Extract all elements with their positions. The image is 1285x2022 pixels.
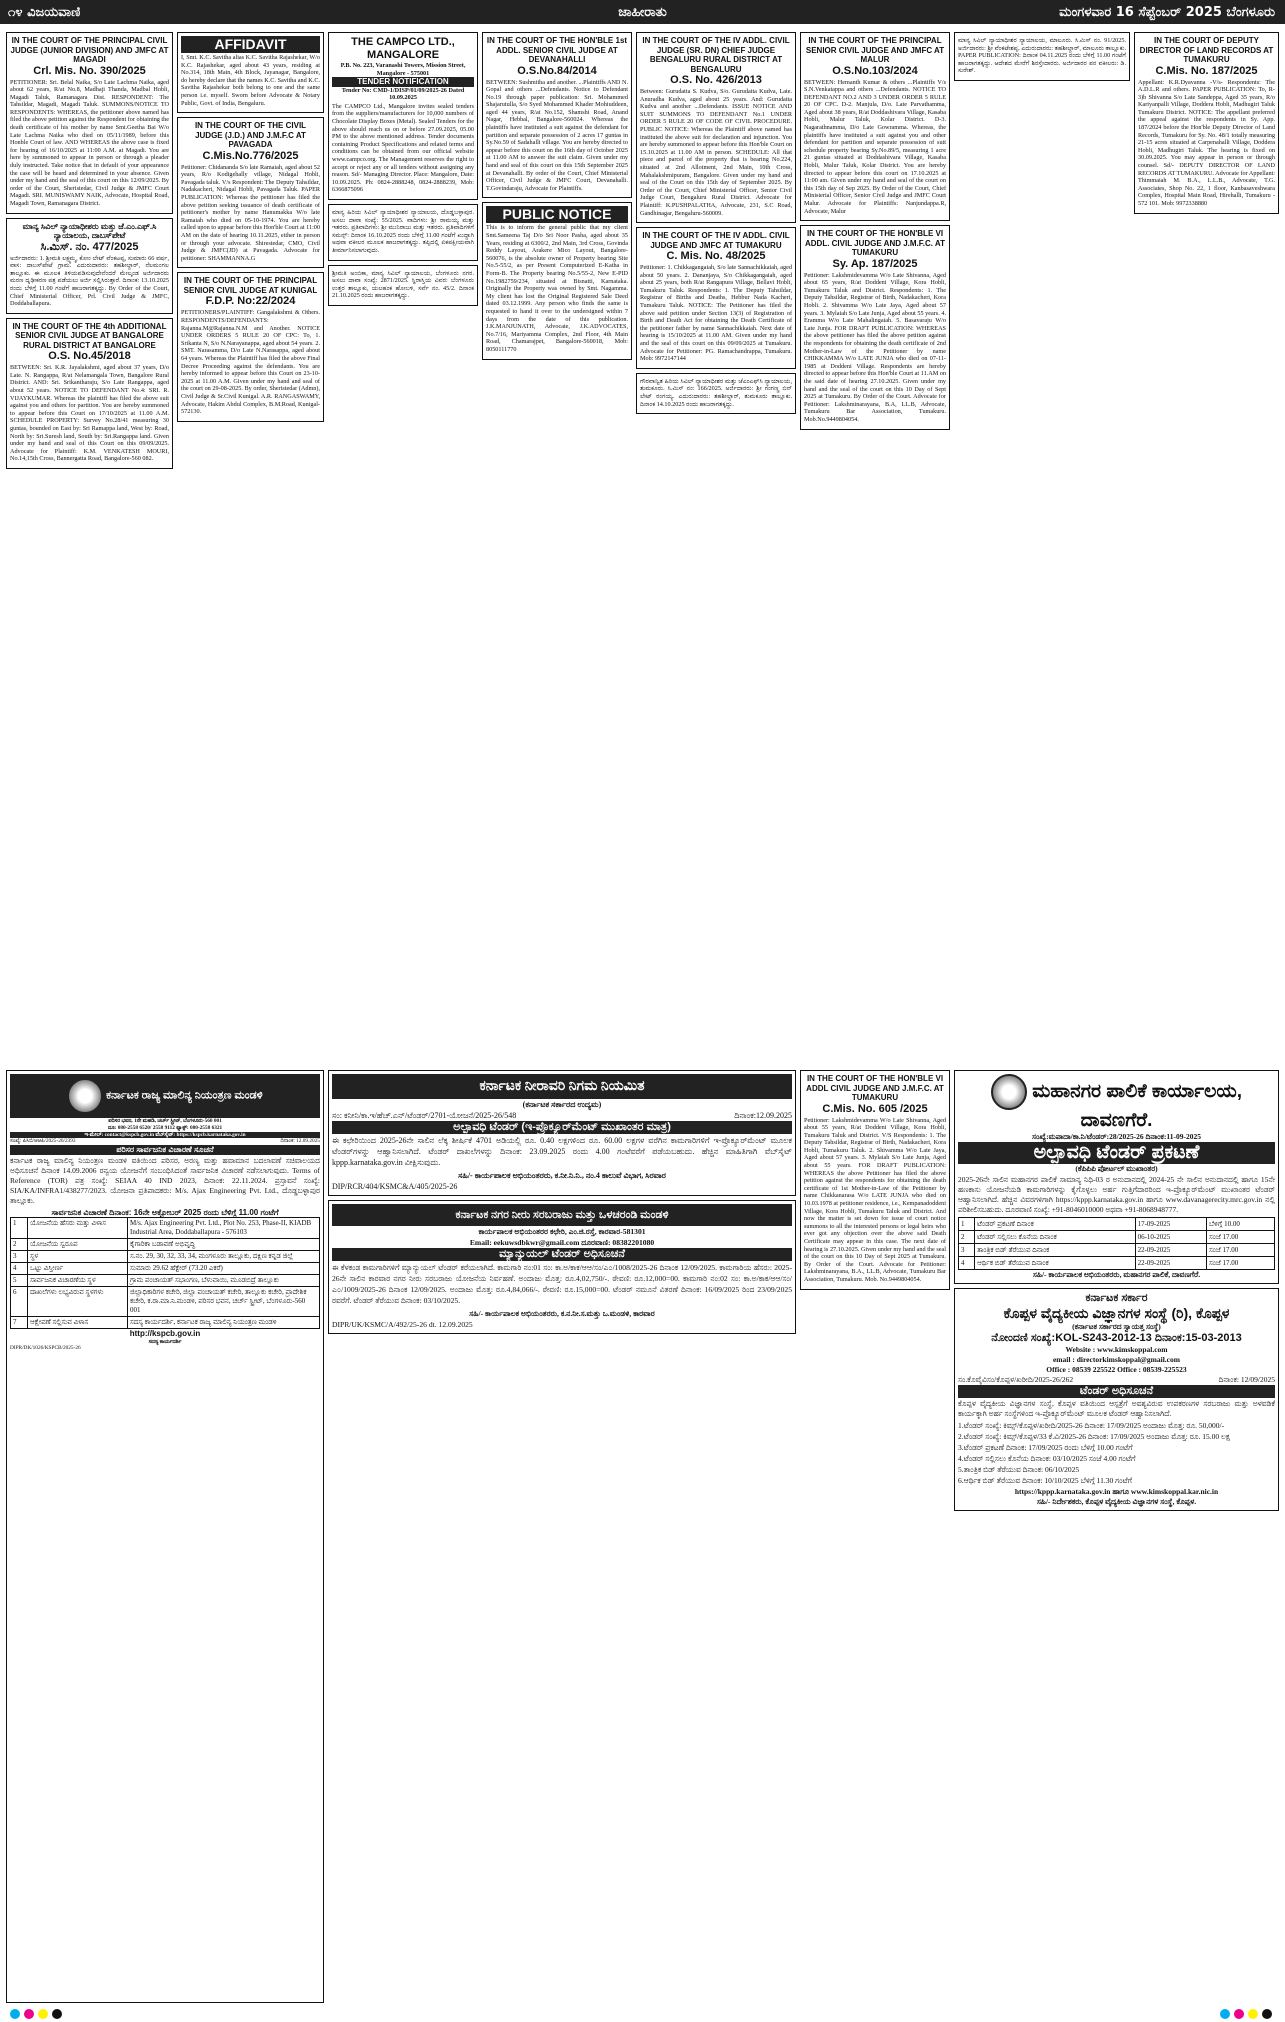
table-row [959, 1257, 1275, 1270]
column-2 [177, 32, 324, 1087]
table-cell: 2 [959, 1231, 975, 1244]
table-cell: ಬೆಳಿಗ್ಗೆ 10.00 [1207, 1218, 1275, 1231]
table-row [11, 1239, 320, 1251]
table-cell: ಸದಸ್ಯ ಕಾರ್ಯದರ್ಶಿ, ಕರ್ನಾಟಕ ರಾಜ್ಯ ಮಾಲಿನ್ಯ ನಿಯಂತ್ರಣ ಮಂಡಳಿ [128, 1317, 320, 1329]
kims-koppal-tender: ಕರ್ನಾಟಕ ಸರ್ಕಾರ ಕೊಪ್ಪಳ ವೈದ್ಯಕೀಯ ವಿಜ್ಞಾನಗಳ ಸಂಸ್ಥೆ (ರಿ), ಕೊಪ್ಪಳ (ಕರ್ನಾಟಕ ಸರ್ಕಾರದ ಸ್ವಾಯತ್ತ ಸಂಸ್ಥೆ) ನೋಂದಣಿ ಸಂಖ್ಯೆ:KOL-S243-2012-13 ದಿನಾಂಕ:15-03-2013 Website : www.kimskoppal.com email : directorkimskoppal@gmail.com Office : 08539 225522 Office : 08539-225523 ಸಂ.ಕೊವೈವಿಸಂ/ಕೊಪ್ಪಳ/ಖರೀದಿ/2025-26/262 ದಿನಾಂಕ: 12/09/2025 ಟೆಂಡರ್ ಅಧಿಸೂಚನೆ ಕೊಪ್ಪಳ ವೈದ್ಯಕೀಯ ವಿಜ್ಞಾನಗಳ ಸಂಸ್ಥೆ, ಕೊಪ್ಪಳ ವತಿಯಿಂದ ಆಸ್ಪತ್ರೆಗೆ ಅವಶ್ಯವಿರುವ ಉಪಕರಣಗಳ ಸರಬರಾಜು ಮತ್ತು ಅಳವಡಿಕೆ ಕಾರ್ಯಕ್ಕಾಗಿ ಅರ್ಹ ಸಂಸ್ಥೆಗಳಿಂದ ಇ-ಪ್ರೊಕ್ಯೂರ್‌ಮೆಂಟ್ ಮೂಲಕ ಟೆಂಡರ್ ಆಹ್ವಾನಿಸಲಾಗಿದೆ. 1.ಟೆಂಡರ್ ಸಂಖ್ಯೆ: ಕಿಮ್ಸ್/ಕೊಪ್ಪಳ/ಖರೀದಿ/2025-26 ದಿನಾಂಕ: 17/09/2025 ಅಂದಾಜು ಮೊತ್ತ: ರೂ. 50,000/- 2.ಟೆಂಡರ್ ಸಂಖ್ಯೆ: ಕಿಮ್ಸ್/ಕೊಪ್ಪಳ/33 ಕೆ.ವಿ/2025-26 ದಿನಾಂಕ: 17/09/2025 ಅಂದಾಜು ಮೊತ್ತ: ರೂ. 15.00 ಲಕ್ಷ 3.ಟೆಂಡರ್ ಪ್ರಕಟಣೆ ದಿನಾಂಕ: 17/09/2025 ರಂದು ಬೆಳಿಗ್ಗೆ 10.00 ಗಂಟೆಗೆ 4.ಟೆಂಡರ್ ಸಲ್ಲಿಸಲು ಕೊನೆಯ ದಿನಾಂಕ: 03/10/2025 ಸಂಜೆ 4.00 ಗಂಟೆಗೆ 5.ತಾಂತ್ರಿಕ ಬಿಡ್ ತೆರೆಯುವ ದಿನಾಂಕ: 06/10/2025 6.ಆರ್ಥಿಕ ಬಿಡ್ ತೆರೆಯುವ ದಿನಾಂಕ: 10/10/2025 ಬೆಳಿಗ್ಗೆ 11.30 ಗಂಟೆಗೆ https://kppp.karnataka.gov.in ಹಾಗೂ www.kimskoppal.kar.nic.in ಸಹಿ/- ನಿರ್ದೇಶಕರು, ಕೊಪ್ಪಳ ವೈದ್ಯಕೀಯ ವಿಜ್ಞಾನಗಳ ಸಂಸ್ಥೆ, ಕೊಪ್ಪಳ. [954, 1288, 1279, 1511]
list-item: 5.ತಾಂತ್ರಿಕ ಬಿಡ್ ತೆರೆಯುವ ದಿನಾಂಕ: 06/10/2025 [958, 1465, 1080, 1474]
court-notice-dabaspete: ಮಾನ್ಯ ಸಿವಿಲ್ ನ್ಯಾಯಾಧೀಶರು ಮತ್ತು ಜೆ.ಎಂ.ಎಫ್.ಸಿ ನ್ಯಾಯಾಲಯ, ದಾಬಸ್‌ಪೇಟೆ ಸಿ.ಮಿಸ್. ನಂ. 477/2025 ಅರ್ಜಿದಾರರು: 1. ಶ್ರೀಮತಿ ಲಕ್ಷ್ಮಮ್ಮ, ಕೋಂ ಲೇಟ್ ವೆಂಕಟಪ್ಪ, ಸುಮಾರು 66 ವರ್ಷ, ವಾಸ: ದಾಬಸ್‌ಪೇಟೆ ಗ್ರಾಮ. ಎದುರುದಾರರು: ತಹಶೀಲ್ದಾರ್, ನೆಲಮಂಗಲ ತಾಲ್ಲೂಕು. ಈ ಮೂಲಕ ತಿಳಿಯಪಡಿಸುವುದೇನೆಂದರೆ ಮೇಲ್ಕಂಡ ಅರ್ಜಿದಾರರು ಮರಣ ದೃಢೀಕರಣ ಪತ್ರ ಪಡೆಯಲು ಅರ್ಜಿ ಸಲ್ಲಿಸಿರುತ್ತಾರೆ. ದಿನಾಂಕ: 13.10.2025 ರಂದು ಬೆಳಿಗ್ಗೆ 11.00 ಗಂಟೆಗೆ ಹಾಜರಾಗತಕ್ಕದ್ದು. By Order of the Court, Chief Ministerial Officer, Prl. Civil Judge & JMFC, Doddaballapura. [6, 218, 173, 314]
table-cell: ಆಕ್ಷೇಪಣೆ ಸಲ್ಲಿಸುವ ವಿಳಾಸ [28, 1317, 128, 1329]
table-row [11, 1275, 320, 1287]
court-notice-magadi: IN THE COURT OF THE PRINCIPAL CIVIL JUDGE (JUNIOR DIVISION) AND JMFC AT MAGADI Crl. Mis. No. 390/2025 PETITIONER: Sri. Belal Naika, S/o Late Lachma Naika, aged about 62 years, R/at No.8, Madhaji Thanda, Madbal Hobli, Magadi Taluk, Ramanagara Dist. RESPONDENT: The Tahsildar, Magadi, Magadi Taluk. SUMMONS/NOTICE TO RESPONDENTS: WHEREAS, the petitioner above named has filed the above petition against the Respondent for obtaining the death certificate of his mother by name Smt.Geetha Bai W/o Late Lachma Naika who died on 05/11/1989, before this Honble Court of law. AND WHEREAS the above case is fixed for hearing of 16/10/2025 at 11:00 A.M. at Magadi. You are here by summoned to appear in person or through a pleader duly instructed. Take notice that in default of your appearance the case will be heard and determined in your absence. Given under my hand and the seal of this court on this 12/09/2025. By order of the Court, Sheristedar, Civil Judge & JMFC Court Magadi. SRI. MUNISWAMY NAIK, Advocate, Hospital Road, Magadi Town, Ramanagara District. [6, 32, 173, 214]
campco-tender: THE CAMPCO LTD., MANGALORE P.B. No. 223, Varanashi Towers, Mission Street, Mangalore - 575001 TENDER NOTIFICATION Tender No: CMD-1/DISP/01/09/2025-26 Dated 10.09.2025 The CAMPCO Ltd., Mangalore invites sealed tenders from the suppliers/manufacturers for 10,000 numbers of Chocolate Display Boxes (Metal). Sealed Tenders for the above should reach us on or before 27.09.2025, 05.00 PM to the above mentioned address. Tender documents containing Product Specifications and related terms and conditions can be obtained from our official website www.campco.org. The Management reserves the right to accept or reject any or all tenders without assigning any reason. Sd/- Managing Director. Place: Mangalore, Date: 10.09.2025. Ph: 0824-2888248, 0824-2888239, Mob: 6366875096 [328, 32, 478, 200]
table-cell: 17-09-2025 [1135, 1218, 1206, 1231]
table-cell: ಯೋಜನೆಯ ಹೆಸರು ಮತ್ತು ವಿಳಾಸ [28, 1218, 128, 1239]
black-mark [1262, 2009, 1272, 2019]
davanagere-tender: ಮಹಾನಗರ ಪಾಲಿಕೆ ಕಾರ್ಯಾಲಯ, ದಾವಣಗೆರೆ. ಸಂಖ್ಯೆ:ಮಪಾದಾ/ಕಾ.ನಿ/ಟೆಂಡರ್:28/2025-26 ದಿನಾಂಕ:11-09-2025 ಅಲ್ಪಾವಧಿ ಟೆಂಡರ್ ಪ್ರಕಟಣೆ (ಕೆಪಿಪಿಪಿ ಪೋರ್ಟಲ್ ಮುಖಾಂತರ) 2025-26ನೇ ಸಾಲಿನ ಮಹಾನಗರ ಪಾಲಿಕೆ ಸಾಮಾನ್ಯ ನಿಧಿ-03 ರ ಅನುದಾನದಲ್ಲಿ 2024-25 ನೇ ಸಾಲಿನ ಅನುದಾನದಲ್ಲಿ ಹಾಗೂ 15ನೇ ಹಣಕಾಸು ಯೋಜನೆಯಡಿ ಕಾಮಗಾರಿಗಳನ್ನು ಕೈಗೊಳ್ಳಲು ಅರ್ಹ ಗುತ್ತಿಗೆದಾರರಿಂದ ಇ-ಪ್ರೊಕ್ಯೂರ್‌ಮೆಂಟ್ ಮುಖಾಂತರ ಟೆಂಡರ್ ಆಹ್ವಾನಿಸಲಾಗಿದೆ. ಹೆಚ್ಚಿನ ವಿವರಗಳಿಗಾಗಿ https://kppp.karnataka.gov.in ಹಾಗೂ www.davanagerecity.mrc.gov.in ನಲ್ಲಿ ಪರಿಶೀಲಿಸಬಹುದು. ದೂರವಾಣಿ ಸಂಖ್ಯೆ: +91-8046010000 ಅಥವಾ +91-8068948777. 1 ಟೆಂಡರ್ ಪ್ರಕಟಣೆ ದಿನಾಂಕ 17-09-2025 ಬೆಳಿಗ್ಗೆ 10.00 2 ಟೆಂಡರ್ ಸಲ್ಲಿಸಲು ಕೊನೆಯ ದಿನಾಂಕ 06-10-2025 ಸಂಜೆ 17.00 3 ತಾಂತ್ರಿಕ ಬಿಡ್ ತೆರೆಯುವ ದಿನಾಂಕ 22-09-2025 ಸಂಜೆ 17.00 4 ಆರ್ಥಿಕ ಬಿಡ್ ತೆರೆಯುವ ದಿನಾಂಕ 22-09-2025 ಸಂಜೆ 17.00 ಸಹಿ/- ಕಾರ್ಯಪಾಲಕ ಅಭಿಯಂತರರು, ಮಹಾನಗರ ಪಾಲಿಕೆ, ದಾವಣಗೆರೆ. [954, 1070, 1279, 1284]
table-cell: M/s. Ajax Engineering Pvt. Ltd., Plot No. 253, Phase-II, KIADB Industrial Area, Doddaballapura - 576103 [128, 1218, 320, 1239]
list-item: 4.ಟೆಂಡರ್ ಸಲ್ಲಿಸಲು ಕೊನೆಯ ದಿನಾಂಕ: 03/10/2025 ಸಂಜೆ 4.00 ಗಂಟೆಗೆ [958, 1454, 1136, 1463]
table-cell: ಸ.ನಂ. 29, 30, 32, 33, 34, ಮಂಗಳೂರು ತಾಲ್ಲೂಕು, ದಕ್ಷಿಣ ಕನ್ನಡ ಜಿಲ್ಲೆ [128, 1251, 320, 1263]
table-row [959, 1231, 1275, 1244]
column-4 [482, 32, 632, 1087]
kspcb-notice: ಕರ್ನಾಟಕ ರಾಜ್ಯ ಮಾಲಿನ್ಯ ನಿಯಂತ್ರಣ ಮಂಡಳಿ ಪರಿಸರ ಭವನ, 1ನೇ ಮಹಡಿ, ಚರ್ಚ್ ಸ್ಟ್ರೀಟ್, ಬೆಂಗಳೂರು-560 001 ದೂ: 080-2558 6520/ 2558 9112 ಫ್ಯಾಕ್ಸ್: 080-2558 6321 ಇ-ಮೇಲ್: contact@kspcb.gov.in ವೆಬ್‌ಸೈಟ್: https://kspcb.karnataka.gov.in ಸಂಖ್ಯೆ: ಪಿಸಿಬಿ/ಆಆಪಿ/2025-26/2393 ದಿನಾಂಕ: 12.09.2025 ಪರಿಸರ ಸಾರ್ವಜನಿಕ ವಿಚಾರಣೆ ಸೂಚನೆ ಕರ್ನಾಟಕ ರಾಜ್ಯ ಮಾಲಿನ್ಯ ನಿಯಂತ್ರಣ ಮಂಡಳಿ ವತಿಯಿಂದ ಪರಿಸರ, ಅರಣ್ಯ ಮತ್ತು ಹವಾಮಾನ ಬದಲಾವಣೆ ಸಚಿವಾಲಯದ ಅಧಿಸೂಚನೆ ದಿನಾಂಕ 14.09.2006 ರನ್ವಯ ಯೋಜನೆಗೆ ಸಂಬಂಧಿಸಿದಂತೆ ಸಾರ್ವಜನಿಕ ವಿಚಾರಣೆ ನಡೆಸಲಾಗುವುದು. Terms of Reference (TOR) ಪತ್ರ ಸಂಖ್ಯೆ: SEIAA 40 IND 2023, ದಿನಾಂಕ: 22.11.2024. ಪ್ರಸ್ತಾವನೆ ಸಂಖ್ಯೆ: SIA/KA/INFRA1/438277/2023. ಯೋಜನಾ ಪ್ರತಿಪಾದಕರು: M/s. Ajax Engineering Pvt. Ltd., ದೊಡ್ಡಬಳ್ಳಾಪುರ ತಾಲ್ಲೂಕು. ಸಾರ್ವಜನಿಕ ವಿಚಾರಣೆ ದಿನಾಂಕ: 16ನೇ ಅಕ್ಟೋಬರ್ 2025 ರಂದು ಬೆಳಿಗ್ಗೆ 11.00 ಗಂಟೆಗೆ 1 ಯೋಜನೆಯ ಹೆಸರು ಮತ್ತು ವಿಳಾಸ M/s. Ajax Engineering Pvt. Ltd., Plot No. 253, Phase-II, KIADB Industrial Area, Doddaballapura - 576103 2 ಯೋಜನೆಯ ಸ್ವರೂಪ ಕೈಗಾರಿಕಾ ಬಡಾವಣೆ ಅಭಿವೃದ್ಧಿ 3 ಸ್ಥಳ ಸ.ನಂ. 29, 30, 32, 33, 34, ಮಂಗಳೂರು ತಾಲ್ಲೂಕು, ದಕ್ಷಿಣ ಕನ್ನಡ ಜಿಲ್ಲೆ 4 ಒಟ್ಟು ವಿಸ್ತೀರ್ಣ ಸುಮಾರು 29.62 ಹೆಕ್ಟೇರ್ (73.20 ಎಕರೆ) 5 ಸಾರ್ವಜನಿಕ ವಿಚಾರಣೆಯ ಸ್ಥಳ ಗ್ರಾಮ ಪಂಚಾಯತ್ ಸಭಾಂಗಣ, ಬೆಳುವಾಯಿ, ಮೂಡಬಿದ್ರೆ ತಾಲ್ಲೂಕು 6 ದಾಖಲೆಗಳು ಲಭ್ಯವಿರುವ ಸ್ಥಳಗಳು ಜಿಲ್ಲಾಧಿಕಾರಿಗಳ ಕಚೇರಿ, ಜಿಲ್ಲಾ ಪಂಚಾಯತ್ ಕಚೇರಿ, ತಾಲ್ಲೂಕು ಕಚೇರಿ, ಪ್ರಾದೇಶಿಕ ಕಚೇರಿ, ಕ.ರಾ.ಮಾ.ನಿ.ಮಂಡಳಿ, ಪರಿಸರ ಭವನ, ಚರ್ಚ್ ಸ್ಟ್ರೀಟ್, ಬೆಂಗಳೂರು-560 001 7 ಆಕ್ಷೇಪಣೆ ಸಲ್ಲಿಸುವ ವಿಳಾಸ ಸದಸ್ಯ ಕಾರ್ಯದರ್ಶಿ, ಕರ್ನಾಟಕ ರಾಜ್ಯ ಮಾಲಿನ್ಯ ನಿಯಂತ್ರಣ ಮಂಡಳಿ http://kspcb.gov.in ಸದಸ್ಯ ಕಾರ್ಯದರ್ಶಿ DIPR/DK/1026/KSPCB/2025-26 [6, 1070, 324, 2005]
table-cell: ಸಂಜೆ 17.00 [1207, 1244, 1275, 1257]
list-item: 3.ಟೆಂಡರ್ ಪ್ರಕಟಣೆ ದಿನಾಂಕ: 17/09/2025 ರಂದು ಬೆಳಿಗ್ಗೆ 10.00 ಗಂಟೆಗೆ [958, 1443, 1133, 1452]
table-cell: ಸಂಜೆ 17.00 [1207, 1231, 1275, 1244]
table-cell: 3 [959, 1244, 975, 1257]
court-notice-kunigal: IN THE COURT OF THE PRINCIPAL SENIOR CIVIL JUDGE AT KUNIGAL F.D.P. No:22/2024 PETITIONERS/PLAINTIFF: Gangalakshmi & Others. RESPONDENTS/DEFENDANTS: Rajanna.M@Rajanna.N.M and Another. NOTICE UNDER ORDERS 5 RULE 20 OF CPC: To, 1. Srikanta N, S/o N.Narayanappa, aged about 54 years. 2. SMT. Narasamma, D/o Late N.Narasappa, aged about 64 years. Whereas the Plaintiff has filed the above Final Decree Proceeding against the defendants. You are hereby informed to appear before this Court on 23-10-2025 at 11.00 A.M. Given under my hand and seal of the court on 29-08-2025. By order, Sheristedar (Admn), Civil Judge & Sr.Civil Kunigal. A.R. RANGASWAMY, Advocate, Hakim Abdul Complex, B.M.Road, Kunigal-572130. [177, 272, 324, 421]
table-row [11, 1317, 320, 1329]
table-cell: 06-10-2025 [1135, 1231, 1206, 1244]
issue-date: ಮಂಗಳವಾರ 16 ಸೆಪ್ಟೆಂಬರ್ 2025 ಬೆಂಗಳೂರು [1059, 4, 1275, 20]
column-5 [636, 32, 796, 1087]
table-cell: 22-09-2025 [1135, 1257, 1206, 1270]
corp-tender-table [958, 1217, 1275, 1270]
court-notice-bengaluru: IN THE COURT OF THE IV ADDL. CIVIL JUDGE (SR. DN) CHIEF JUDGE BENGALURU RURAL DISTRICT AT BENGALURU O.S. No. 426/2013 Between: Gurudatta S. Kudva, S/o. Gurudatta Kudva, Late. Anuradha Kudva, aged about 25 years. And: Gurudatta Kudva and another ...Defendants. ISSUE NOTICE AND SUIT SUMMONS TO DEFENDANT No.1 UNDER ORDER 5 RULE 20 OF CODE OF CIVIL PROCEDURE. PUBLIC NOTICE: Whereas the Plaintiff above named has instituted the above suit for declaration and injunction. You are hereby summoned to appear before this Hon'ble Court on 15.10.2025 at 11.00 AM in person. SCHEDULE: All that piece and parcel of the property that is bearing No.224, situated at 2nd Allotment, 2nd Main, 10th Cross, Mahalakshmipuram, Bangalore. Given under my hand and seal of the Court on this 15th day of September 2025. By Order of the Court, Chief Ministerial Officer, Senior Civil Judge Court, Bengaluru Rural District. Advocate for Plaintiff: K.PUSHPALATHA, Advocate, 231, S.C Road, Gandhinagar, Bengaluru-560009. [636, 32, 796, 223]
affidavit: AFFIDAVIT I, Smt. K.C. Savitha alias K.C. Savitha Rajashekar, W/o K.C. Rajashekar, aged about 43 years, residing at No.314, 18th Main, 4th Block, Jayanagar, Bangalore, do hereby declare that the names K.C. Savitha and K.C. Savitha Rajashekar both belong to one and the same person i.e. myself. Sworn before Advocate & Notary Public, Govt. of India, Bengaluru. [177, 32, 324, 113]
table-row [11, 1218, 320, 1239]
table-row [959, 1218, 1275, 1231]
list-item: 2.ಟೆಂಡರ್ ಸಂಖ್ಯೆ: ಕಿಮ್ಸ್/ಕೊಪ್ಪಳ/33 ಕೆ.ವಿ/2025-26 ದಿನಾಂಕ: 17/09/2025 ಅಂದಾಜು ಮೊತ್ತ: ರೂ. 15.00 ಲಕ್ಷ [958, 1432, 1230, 1441]
column-7 [954, 32, 1130, 1087]
table-row [11, 1263, 320, 1275]
public-notice: PUBLIC NOTICE This is to inform the general public that my client Smt.Sameena Taj D/o Sri Noor Pasha, aged about 35 Years, residing at 6300/2, 2nd Main, 3rd Cross, Govinda Reddy Layout, Arakere Mico Layout, Bangalore-560076, is the absolute owner of Property bearing Site No.5-55/2, as per Present Computerized E-Katha in Form-B. The Property bearing No.5/55-2, New E-PID No.1982759/234, situated at Bisnatti, Karnataka. Originally the Property was owned by Smt. Nagamma. My client has lost the Original Registered Sale Deed dated 03.12.1999. Any person who finds the same is requested to hand it over to the undersigned within 7 days from the date of this publication. J.K.MANJUNATH, Advocate, J.K.ADVOCATES, No.7/16, Mariyamma Complex, 2nd Floor, 4th Main Road, Chamarajpet, Bangalore-560018, Mob: 8050111770 [482, 202, 632, 359]
table-cell: ಟೆಂಡರ್ ಸಲ್ಲಿಸಲು ಕೊನೆಯ ದಿನಾಂಕ [975, 1231, 1135, 1244]
table-cell: 22-09-2025 [1135, 1244, 1206, 1257]
table-row [959, 1244, 1275, 1257]
table-cell: 1 [959, 1218, 975, 1231]
magenta-mark [24, 2009, 34, 2019]
table-cell: 3 [11, 1251, 28, 1263]
water-board-tender: ಕರ್ನಾಟಕ ನಗರ ನೀರು ಸರಬರಾಜು ಮತ್ತು ಒಳಚರಂಡಿ ಮಂಡಳಿ ಕಾರ್ಯಪಾಲಕ ಅಭಿಯಂತರರ ಕಛೇರಿ, ಎಂ.ಜಿ.ರಸ್ತೆ, ಕಾರವಾರ-581301 Email: eekuwsdbkwr@gmail.com ದೂರವಾಣಿ: 08382201080 ಮ್ಯಾನ್ಯುಯಲ್ ಟೆಂಡರ್ ಅಧಿಸೂಚನೆ ಈ ಕೆಳಕಂಡ ಕಾಮಗಾರಿಗಳಿಗೆ ಮ್ಯಾನ್ಯುಯಲ್ ಟೆಂಡರ್ ಕರೆಯಲಾಗಿದೆ. ಕಾಮಗಾರಿ ನಂ:01 ಸಂ: ಕಾ.ಅ/ಕಾಕ/ಆಆ/ಸಂ/ಎ೦/1008/2025-26 ದಿನಾಂಕ 12/09/2025. ಕಾಮಗಾರಿಯ ಹೆಸರು: 2025-26ನೇ ಸಾಲಿನ ಕಾರವಾರ ನಗರ ನೀರು ಸರಬರಾಜು ಯೋಜನೆಯ ನಿರ್ವಹಣೆ. ಅಂದಾಜು ಮೊತ್ತ: ರೂ.4,02,750/-. ಠೇವಣಿ: ರೂ.12,000=00. ಕಾಮಗಾರಿ ನಂ:02 ಸಂ: ಕಾ.ಅ/ಕಾಕ/ಆಆ/ಸಂ/ಎ೦/1009/2025-26 ದಿನಾಂಕ 12/09/2025. ಅಂದಾಜು ಮೊತ್ತ: ರೂ.4,84,066/-. ಠೇವಣಿ: ರೂ.15,000=00. ಟೆಂಡರ್ ನಮೂನೆ ವಿತರಣೆ ದಿನಾಂಕ: 16/09/2025 ರಿಂದ 23/09/2025 ರವರೆಗೆ. ಟೆಂಡರ್ ತೆರೆಯುವ ದಿನಾಂಕ: 03/10/2025. ಸಹಿ/- ಕಾರ್ಯಪಾಲಕ ಅಭಿಯಂತರರು, ಕ.ನ.ನೀ.ಸ.ಮತ್ತು ಒ.ಮಂಡಳಿ, ಕಾರವಾರ DIPR/UK/KSMC/A/492/25-26 dt. 12.09.2025 [328, 1200, 796, 1334]
yellow-mark [1248, 2009, 1258, 2019]
court-notice-tumakuru-605: IN THE COURT OF THE HON'BLE VI ADDL CIVIL JUDGE AND J.M.F.C. AT TUMAKURU C.Mis. No. 605 /2025 Petitioner: Lakshmidevamma W/o Late Shivanna, Aged about 55 years, R/at Doddeni Village, Kora Hobli, Tumakuru Taluk and District. V/S Respondents: 1. The Deputy Tahsildar, Registrar of Birth, Nadakacheri, Kora Hobli, Tumakuru Taluk. 2. Shivamma W/o Late Jaya, Aged about 57 years. 3. Mylaiah S/o Late Junja, Aged about 55 years. FOR DRAFT PUBLICATION: WHEREAS the above Petitioner has filed the above petition against the respondents for obtaining the death certificate of 1st Mother-in-Law of the Petitioner by name Chikkanarasa W/o LATE JUNJA who died on 10.03.1978 at petitioner residence, i.e., Kempanadoddeni Village, Kora Hobli, Tumakuru Taluk and District. And now the matter is set down for issue of court notice summons to all the interested persons or legal heirs who ever got any objection over the above said Death Certificate may appear in this case. The next date of hearing is 27.10.2025. Given under my hand and the seal of the court on this 10 Day of Sept 2025 at Tumakuru. By Order of the Court. Advocate for Petitioner: Lakshminarayana, B.A., LL.B, Advocate, Tumakuru Bar Association, Tumakuru. Mob. No.9449804054. [800, 1070, 950, 2005]
affidavit-title: AFFIDAVIT [181, 36, 320, 53]
kspcb-website-link[interactable]: http://kspcb.gov.in [129, 1329, 201, 1339]
table-row [11, 1251, 320, 1263]
court-notice-devanahalli: IN THE COURT OF THE HON'BLE 1st ADDL. SENIOR CIVIL JUDGE AT DEVANAHALLI O.S.No.84/2014 BETWEEN: Sushmitha and another. ...Plaintiffs AND N. Gopal and others ...Defendants. Notice to Defendant No.19 through paper publication: Sri. Mohammed Shajarutulla, S/o Syed Mohammed Khader Mohiuddeen, aged 44 years, R/at No.152, Shamshi Road, Anand Nagar, Hebbal, Bangalore-560024. Whereas the plaintiffs have instituted a suit against the defendant for partition and separate possession of 2 acres 17 guntas in Sy.No.59 of Sadahalli village. You are hereby directed to appear before this court on the 16th day of October 2025 at 11.00 AM to answer the suit claim. Given under my hand and seal of this court on this 15th September 2025 at Devanahalli. By order of the Court, Chief Ministerial Officer, Civil Judge & JMFC Court, Devanahalli. T.Govindaraju, Advocate for Plaintiffs. [482, 32, 632, 198]
list-item: 6.ಆರ್ಥಿಕ ಬಿಡ್ ತೆರೆಯುವ ದಿನಾಂಕ: 10/10/2025 ಬೆಳಿಗ್ಗೆ 11.30 ಗಂಟೆಗೆ [958, 1476, 1133, 1485]
kspcb-banner: ಕರ್ನಾಟಕ ರಾಜ್ಯ ಮಾಲಿನ್ಯ ನಿಯಂತ್ರಣ ಮಂಡಳಿ [10, 1074, 320, 1118]
table-cell: 5 [11, 1275, 28, 1287]
yellow-mark [38, 2009, 48, 2019]
table-row [11, 1287, 320, 1317]
table-cell: ಕೈಗಾರಿಕಾ ಬಡಾವಣೆ ಅಭಿವೃದ್ಧಿ [128, 1239, 320, 1251]
table-cell: ಯೋಜನೆಯ ಸ್ವರೂಪ [28, 1239, 128, 1251]
table-cell: ಸಂಜೆ 17.00 [1207, 1257, 1275, 1270]
tender-portal-link[interactable]: https://kppp.karnataka.gov.in ಹಾಗೂ www.kimskoppal.kar.nic.in [1014, 1487, 1219, 1496]
court-notice-pavagada: IN THE COURT OF THE CIVIL JUDGE (J.D.) AND J.M.F.C AT PAVAGADA C.Mis.No.776/2025 Petitioner: Chidananda S/o late Ramaiah, aged about 52 years, R/o Kodigehally village, Nidagal Hobli, Pavagada taluk. V/s Respondent: The Deputy Tahsildar, Nadakacheri, Nidagal Hobli, Pavagada Taluk. PAPER PUBLICATION: Whereas the petitioner has filed the above petition seeking issuance of death certificate of petitioner's mother by name Hanumakka W/o late Ramaiah who died on 05-10-1974. You are hereby called upon to appear before this Hon'ble Court at 11:00 AM on the date of hearing 10.11.2025, either in person or through your advocate. Shirestedar, CMO, Civil Judge & JMFC(JD) at Pavagada. Advocate for petitioner: SHAMMANNA.G [177, 117, 324, 268]
kannada-notice-tumakuru: ಗೌರವಾನ್ವಿತ ಹಿರಿಯ ಸಿವಿಲ್ ನ್ಯಾಯಾಧೀಶರ ಮತ್ತು ಜೆಎಂಎಫ್‌ಸಿ ನ್ಯಾಯಾಲಯ, ತುಮಕೂರು. ಸಿ.ಮಿಸ್ ನಂ: 166/2025. ಅರ್ಜಿದಾರರು: ಶ್ರೀ ಗಂಗಣ್ಣ ಬಿನ್ ಲೇಟ್ ರಂಗಯ್ಯ. ಎದುರುದಾರರು: ತಹಶೀಲ್ದಾರ್, ತುಮಕೂರು ತಾಲ್ಲೂಕು. ದಿನಾಂಕ 14.10.2025 ರಂದು ಹಾಜರಾಗತಕ್ಕದ್ದು. [636, 373, 796, 414]
table-cell: ಸಾರ್ವಜನಿಕ ವಿಚಾರಣೆಯ ಸ್ಥಳ [28, 1275, 128, 1287]
table-cell: 2 [11, 1239, 28, 1251]
court-notice-tumakuru: IN THE COURT OF THE IV ADDL. CIVIL JUDGE AND JMFC AT TUMAKURU C. Mis. No. 48/2025 Petitioner: 1. Chikkagangaiah, S/o late Sannachikkaiah, aged about 50 years. 2. Dananjaya, S/o Chikkagangaiah, aged about 25 years, both R/at Rangapura Village, Bellavi Hobli, Tumakuru Taluk. Respondents: 1. The Deputy Tahsildar, Registrar of Births and Deaths, Hebbur Nada Kacheri, Tumakuru Taluk. NOTICE: The Petitioner has filed the above said petition under Section 13(3) of Registration of Birth and Death Act for obtaining the Death Certificate of the petitioner father by name Sannachikkaiah. Next date of hearing is 15/10/2025 at 11.00 AM. Given under my hand and the seal of this court on this 09/09/2025 at Tumakuru. Advocate for Petitioner: PG. Ramachandrappa, Tumakuru. Mob: 9972147144 [636, 227, 796, 369]
page-header [0, 0, 1285, 24]
table-cell: ಒಟ್ಟು ವಿಸ್ತೀರ್ಣ [28, 1263, 128, 1275]
kspcb-logo [67, 1078, 103, 1114]
page-number: ೧೪ ವಿಜಯವಾಣಿ [8, 4, 81, 20]
cyan-mark [1220, 2009, 1230, 2019]
bottom-middle [328, 1070, 796, 2005]
table-cell: 4 [11, 1263, 28, 1275]
table-cell: 1 [11, 1218, 28, 1239]
magenta-mark [1234, 2009, 1244, 2019]
land-records-notice: IN THE COURT OF DEPUTY DIRECTOR OF LAND RECORDS AT TUMAKURU C.Mis. No. 187/2025 Appellant: K.R.Dyavanna -V/s- Respondents: The A.D.L.R and others. PAPER PUBLICATION: To, R-3)b Shivanna S/o Late Sandeppa, Aged 35 years, R/o Kariyanpalli Village, Doddera Hobli, Madhugiri Taluk Tumakuru District. NOTICE: The appellant preferred the appeal against the respondents in Sy. App. 187/2024 before the Hon'ble Deputy Director of Land Records, Tumakuru for Sy. No. 48/1 totally measuring 21-15 acres situated at Carpenahalli Village, Doddera Hobli, Madhugiri Taluk. The hearing is fixed on 30.09.2025. You may appear in person or through counsel. Sd/- DEPUTY DIRECTOR OF LAND RECORDS AT TUMAKURU. Advocate for Appellant: Thimmaiah M. B.A., L.L.B., Advocate, T.G. Associates, Shop No. 22, 1 floor, Kanbasaveshwara Complex, Hospital Main Road, Hirehalli, Tumakuru - 572 101. Mob: 9972338880 [1134, 32, 1279, 214]
table-cell: 6 [11, 1287, 28, 1317]
black-mark [52, 2009, 62, 2019]
court-notice-malur: IN THE COURT OF THE PRINCIPAL SENIOR CIVIL JUDGE AND JMFC AT MALUR O.S.No.103/2024 BETWEEN: Hemanth Kumar & others ...Plaintiffs V/s S.N.Venkatappa and others ...Defendants. NOTICE TO DEFENDANT NO.2 AND 3 UNDER ORDER 5 RULE 20 OF CPC. D-2. Manjula, D/o. Late Parvathamma, Aged about 38 years, R/at Doddashivara Village, Kasaba Hobli, Malur Taluk, Kolar District. D-3. Nagarathnamma, D/o Late Gowramma. Whereas, the plaintiffs have instituted a suit against you and other defendant for partition and separate possession of suit schedule property bearing Sy.No.89/5, measuring 1 acre 21 guntas situated at Doddashivara Village, Kasaba Hobli, Malur Taluk, Kolar District. You are hereby directed to appear before this court on 17.10.2025 at 11:00 am. Given under my hand and seal of the court on this 15th day of Sep 2025. By Order of the Court, Chief Ministerial Officer, Senior Civil Judge and JMFC Court Malur. Advocate for Plaintiffs: Nanjundappa.R, Advocate, Malur [800, 32, 950, 221]
table-cell: ಆರ್ಥಿಕ ಬಿಡ್ ತೆರೆಯುವ ದಿನಾಂಕ [975, 1257, 1135, 1270]
court-notice-tumakuru-vi: IN THE COURT OF THE HON'BLE VI ADDL. CIVIL JUDGE AND J.M.F.C. AT TUMAKURU Sy. Ap. 187/2025 Petitioner: Lakshmidevamma W/o Late Shivanna, Aged about 65 years, R/at Doddeni Village, Kora Hobli, Tumakuru Taluk and District. Respondents: 1. The Deputy Tahsildar, Registrar of Birth, Nadakacheri, Kora Hobli. 2. Shivamma W/o Late Jaya, Aged about 57 years. 3. Mylaiah S/o Late Junja, Aged about 55 years. 4. Eramma W/o Late Mahalingaiah. 5. Basavaraju W/o Late Junja. FOR DRAFT PUBLICATION: WHEREAS the above petitioner has filed the above petition against the respondents for obtaining the death certificate of 2nd Mother-in-Law of the Petitioner by name CHIKKAMMA W/o LATE JUNJA who died on 07-11-1985 at Doddeni Village. Respondents are hereby directed to appear before this Hon'ble Court at 11.AM on the said date of hearing 27.10.2025. Given under my hand and the seal of the court on this 10 Day of Sept 2025 at Tumakuru. By Order of the Court. Advocate for Petitioner: Lakshminarayana, B.A, LL.B, Advocate, Tumakuru Bar Association, Tumakuru. Mob.No.9449804054. [800, 225, 950, 429]
table-cell: 7 [11, 1317, 28, 1329]
table-cell: 4 [959, 1257, 975, 1270]
table-cell: ಗ್ರಾಮ ಪಂಚಾಯತ್ ಸಭಾಂಗಣ, ಬೆಳುವಾಯಿ, ಮೂಡಬಿದ್ರೆ ತಾಲ್ಲೂಕು [128, 1275, 320, 1287]
table-cell: ಸುಮಾರು 29.62 ಹೆಕ್ಟೇರ್ (73.20 ಎಕರೆ) [128, 1263, 320, 1275]
kspcb-details-table [10, 1217, 320, 1329]
table-cell: ಸ್ಥಳ [28, 1251, 128, 1263]
cyan-mark [10, 2009, 20, 2019]
corporation-emblem [991, 1074, 1027, 1110]
court-notice-bangalore-rural: IN THE COURT OF THE 4th ADDITIONAL SENIOR CIVIL JUDGE AT BANGALORE RURAL DISTRICT AT BANGALORE O.S. No.45/2018 BETWEEN: Sri. K.R. Jayalakshmi, aged about 37 years, D/o Late. N. Rangappa, R/at Nelamangala Town, Bangalore Rural District. AND: Sri. Srikantharaju, S/o Late Rangappa, aged about 52 years. NOTICE TO DEFENDANT No.4: SRI. R. VIJAYKUMAR. Whereas the plaintiff has filed the above suit against you and others for partition. You are hereby summoned to appear before this Court on 17/10/2025 at 11.00 A.M. SCHEDULE PROPERTY: Survey No.28/41 measuring 30 guntas, bounded on East by: Sri Ramappa land, West by: Road, North by: Sri.Suresh land, South by: Sri.Rangappa land. Given under my hand and seal of this Court on this 09/09/2025. Advocate for Plaintiff: K.M. VENKATESH MOURI, No.14,15th Cross, Bannergatta Road, Bangalore-560 082. [6, 318, 173, 469]
table-cell: ಟೆಂಡರ್ ಪ್ರಕಟಣೆ ದಿನಾಂಕ [975, 1218, 1135, 1231]
column-3 [328, 32, 478, 1087]
kannada-court-notice-2: ಶ್ರೀಮತಿ ಅಂಬಿಕಾ, ಮಾನ್ಯ ಸಿವಿಲ್ ನ್ಯಾಯಾಲಯ, ಬೆಂಗಳೂರು ನಗರ. ಅಸಲು ದಾವಾ ಸಂಖ್ಯೆ: 2871/2025. ಸ್ಥಿರಾಸ್ತಿಯ ವಿವರ: ಬೆಂಗಳೂರು ಉತ್ತರ ತಾಲ್ಲೂಕು, ಯಲಹಂಕ ಹೋಬಳಿ, ಸರ್ವೆ ನಂ. 45/2. ದಿನಾಂಕ 21.10.2025 ರಂದು ಹಾಜರಾಗತಕ್ಕದ್ದು. [328, 265, 478, 306]
tender-items-list [958, 1421, 1275, 1486]
column-6 [800, 32, 950, 1087]
table-cell: ತಾಂತ್ರಿಕ ಬಿಡ್ ತೆರೆಯುವ ದಿನಾಂಕ [975, 1244, 1135, 1257]
table-cell: ದಾಖಲೆಗಳು ಲಭ್ಯವಿರುವ ಸ್ಥಳಗಳು [28, 1287, 128, 1317]
bottom-right [954, 1070, 1279, 2005]
section-title: ಜಾಹೀರಾತು [618, 4, 667, 20]
list-item: 1.ಟೆಂಡರ್ ಸಂಖ್ಯೆ: ಕಿಮ್ಸ್/ಕೊಪ್ಪಳ/ಖರೀದಿ/2025-26 ದಿನಾಂಕ: 17/09/2025 ಅಂದಾಜು ಮೊತ್ತ: ರೂ. 50,000/- [958, 1421, 1225, 1430]
table-cell: ಜಿಲ್ಲಾಧಿಕಾರಿಗಳ ಕಚೇರಿ, ಜಿಲ್ಲಾ ಪಂಚಾಯತ್ ಕಚೇರಿ, ತಾಲ್ಲೂಕು ಕಚೇರಿ, ಪ್ರಾದೇಶಿಕ ಕಚೇರಿ, ಕ.ರಾ.ಮಾ.ನಿ.ಮಂಡಳಿ, ಪರಿಸರ ಭವನ, ಚರ್ಚ್ ಸ್ಟ್ರೀಟ್, ಬೆಂಗಳೂರು-560 001 [128, 1287, 320, 1317]
registration-marks [0, 2009, 1285, 2019]
column-1 [6, 32, 173, 1087]
kannada-notice-malur: ಮಾನ್ಯ ಸಿವಿಲ್ ನ್ಯಾಯಾಧೀಶರ ನ್ಯಾಯಾಲಯ, ಮಾಲೂರು. ಸಿ.ಮಿಸ್ ನಂ. 91/2025. ಅರ್ಜಿದಾರರು: ಶ್ರೀ ವೆಂಕಟೇಶಪ್ಪ. ಎದುರುದಾರರು: ತಹಶೀಲ್ದಾರ್, ಮಾಲೂರು ತಾಲ್ಲೂಕು. PAPER PUBLICATION: ದಿನಾಂಕ 04.11.2025 ರಂದು ಬೆಳಿಗ್ಗೆ 11.00 ಗಂಟೆಗೆ ಹಾಜರಾಗತಕ್ಕದ್ದು. ಆದೇಶದ ಮೇರೆಗೆ ಶಿರಸ್ತೇದಾರರು. ಅರ್ಜಿದಾರರ ಪರ ವಕೀಲರು: ಡಿ. ಸುರೇಶ್. [954, 32, 1130, 81]
column-8 [1134, 32, 1279, 1087]
irrigation-tender: ಕರ್ನಾಟಕ ನೀರಾವರಿ ನಿಗಮ ನಿಯಮಿತ (ಕರ್ನಾಟಕ ಸರ್ಕಾರದ ಉದ್ಯಮ) ಸಂ: ಕನೀನಿ/ಕಾ.ಇ/ಹೆಚ್.ಎನ್/ಟೆಂಡರ್/2701-ಯೋಜನೆ/2025-26/548 ದಿನಾಂಕ:12.09.2025 ಅಲ್ಪಾವಧಿ ಟೆಂಡರ್ (ಇ-ಪ್ರೊಕ್ಯೂರ್‌ಮೆಂಟ್ ಮುಖಾಂತರ ಮಾತ್ರ) ಈ ಕಛೇರಿಯಿಂದ 2025-26ನೇ ಸಾಲಿನ ಲೆಕ್ಕ ಶೀರ್ಷಿಕೆ 4701 ಅಡಿಯಲ್ಲಿ ರೂ. 0.40 ಲಕ್ಷಗಳಿಂದ ರೂ. 60.00 ಲಕ್ಷಗಳ ವರೆಗಿನ ಕಾಮಗಾರಿಗಳಿಗೆ ಇ-ಪ್ರೊಕ್ಯೂರ್‌ಮೆಂಟ್ ಮೂಲಕ ಟೆಂಡರ್‌ಗಳನ್ನು ಆಹ್ವಾನಿಸಲಾಗಿದೆ. ಟೆಂಡರ್ ದಾಖಲೆಗಳನ್ನು ದಿನಾಂಕ: 23.09.2025 ರಂದು 4.00 ಗಂಟೆವರೆಗೆ ಪಡೆಯಬಹುದು. ಹೆಚ್ಚಿನ ಮಾಹಿತಿಗಾಗಿ ವೆಬ್‌ಸೈಟ್ kppp.karnataka.gov.in ವೀಕ್ಷಿಸುವುದು. ಸಹಿ/- ಕಾರ್ಯಪಾಲಕ ಅಭಿಯಂತರರು, ಕ.ನೀ.ನಿ.ನಿ., ನಂ.4 ಕಾಲುವೆ ವಿಭಾಗ, ಸಿರವಾರ DIP/RCR/404/KSMC&A/405/2025-26 [328, 1070, 796, 1196]
kannada-court-notice: ಮಾನ್ಯ ಹಿರಿಯ ಸಿವಿಲ್ ನ್ಯಾಯಾಧೀಶರ ನ್ಯಾಯಾಲಯ, ದೊಡ್ಡಬಳ್ಳಾಪುರ. ಅಸಲು ದಾವಾ ಸಂಖ್ಯೆ: 55/2025. ವಾದಿಗಳು: ಶ್ರೀ ರಾಮಯ್ಯ ಮತ್ತು ಇತರರು. ಪ್ರತಿವಾದಿಗಳು: ಶ್ರೀ ಮುನಿರಾಜು ಮತ್ತು ಇತರರು. ಪ್ರತಿವಾದಿಗಳಿಗೆ ಸಮನ್ಸ್: ದಿನಾಂಕ 16.10.2025 ರಂದು ಬೆಳಿಗ್ಗೆ 11.00 ಗಂಟೆಗೆ ಖುದ್ದಾಗಿ ಅಥವಾ ವಕೀಲರ ಮೂಲಕ ಹಾಜರಾಗತಕ್ಕದ್ದು. ತಪ್ಪಿದಲ್ಲಿ ಏಕಪಕ್ಷೀಯವಾಗಿ ತೀರ್ಮಾನಿಸಲಾಗುವುದು. [328, 204, 478, 261]
